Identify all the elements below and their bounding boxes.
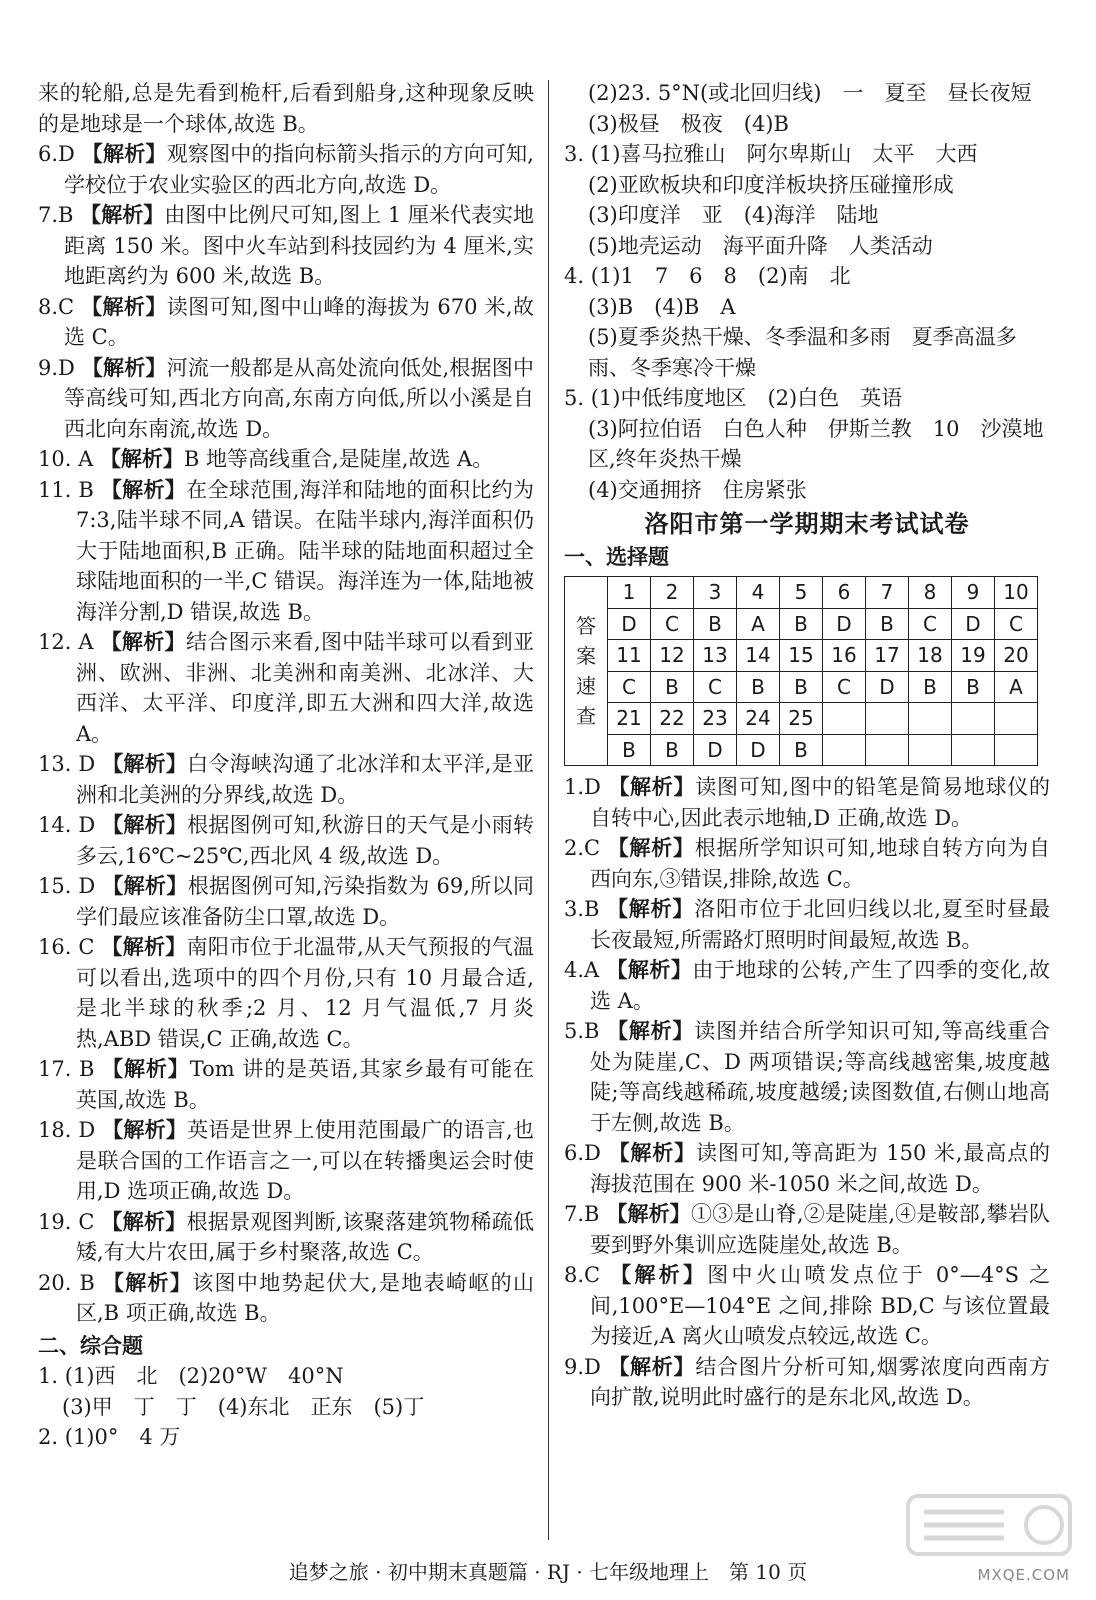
explanation-item (564, 1199, 1050, 1260)
question-number: 8.C (38, 294, 82, 319)
question-number: 7.B (564, 1202, 607, 1226)
explanation-item (38, 475, 534, 628)
explanation-item (564, 1352, 1050, 1413)
explanation-item (38, 1207, 534, 1268)
table-row (565, 640, 1038, 672)
answer-line: (2)23. 5°N(或北回归线) 一 夏至 昼长夜短 (588, 81, 1032, 105)
table-cell: 23 (694, 703, 737, 735)
table-row (565, 671, 1038, 703)
table-cell: 8 (909, 577, 952, 609)
table-cell: B (651, 734, 694, 766)
explanation-text: 根据图例可知,秋游日的天气是小雨转多云,16℃~25℃,西北风 4 级,故选 D。 (76, 813, 534, 868)
analysis-tag: 【解析】 (99, 446, 184, 471)
watermark-text: MXQE.COM (977, 1566, 1070, 1584)
table-cell: B (780, 608, 823, 640)
table-cell: 13 (694, 640, 737, 672)
table-cell: B (608, 734, 651, 766)
table-cell: 14 (737, 640, 780, 672)
explanation-item (38, 932, 534, 1054)
explanation-text: 读图可知,等高距为 150 米,最高点的海拔范围在 900 米-1050 米之间,故选 D。 (590, 1141, 1050, 1196)
explanation-text: 河流一般都是从高处流向低处,根据图中等高线可知,西北方向高,东南方向低,所以小溪是自西北向东南流,故选 D。 (64, 355, 534, 441)
answer-line: (3)极昼 极夜 (4)B (588, 111, 789, 136)
table-cell: C (909, 608, 952, 640)
question-number: 7.B (38, 203, 81, 227)
explanation-text: ①③是山脊,②是陡崖,④是鞍部,攀岩队要到野外集训应选陡崖处,故选 B。 (590, 1202, 1050, 1257)
explanation-item (38, 78, 534, 139)
explanation-item (38, 871, 534, 932)
analysis-tag: 【解析】 (608, 1140, 696, 1165)
analysis-tag: 【解析】 (610, 1262, 708, 1287)
analysis-tag: 【解析】 (101, 1208, 187, 1234)
explanation-text: 由图中比例尺可知,图上 1 厘米代表实地距离 150 米。图中火车站到科技园约为 4 厘米,实地距离约为 600 米,故选 B。 (64, 203, 535, 288)
explanation-item (38, 749, 534, 810)
table-cell: 12 (651, 640, 694, 672)
answer-line: (3)B (4)B A (588, 294, 736, 319)
answer-line: (2)亚欧板块和印度洋板块挤压碰撞形成 (588, 172, 954, 197)
question-number: 14. D (38, 813, 103, 837)
table-cell: 24 (737, 703, 780, 735)
table-cell: D (823, 608, 866, 640)
row-header-char: 查 (576, 704, 596, 728)
explanation-text: 由于地球的公转,产生了四季的变化,故选 A。 (590, 958, 1050, 1013)
answer-line: 2. (1)0° 4 万 (38, 1425, 181, 1449)
question-number: 15. D (38, 874, 103, 898)
answer-line: (3)甲 丁 丁 (4)东北 正东 (5)丁 (62, 1394, 425, 1419)
table-cell: B (866, 608, 909, 640)
table-row (565, 703, 1038, 735)
row-header-char: 速 (576, 674, 596, 698)
table-cell: A (995, 671, 1038, 703)
explanation-text: 洛阳市位于北回归线以北,夏至时昼最长夜最短,所需路灯照明时间最短,故选 B。 (590, 897, 1050, 952)
exam-title: 洛阳市第一学期期末考试试卷 (644, 509, 970, 538)
table-cell: 2 (651, 577, 694, 609)
table-cell: 16 (823, 640, 866, 672)
explanation-text: 读图可知,图中的铅笔是简易地球仪的自转中心,因此表示地轴,D 正确,故选 D。 (590, 775, 1050, 830)
explanation-item (38, 200, 534, 292)
answer-line: (3)阿拉伯语 白色人种 伊斯兰教 10 沙漠地区,终年炎热干燥 (588, 416, 1044, 471)
question-number: 4.A (564, 958, 607, 982)
table-cell: C (995, 608, 1038, 640)
analysis-tag: 【解析】 (608, 774, 696, 799)
explanation-item (564, 1138, 1050, 1199)
answer-line: 1. (1)西 北 (2)20°W 40°N (38, 1364, 344, 1388)
table-cell: B (909, 671, 952, 703)
analysis-tag: 【解析】 (102, 1056, 190, 1081)
explanation-text: Tom 讲的是英语,其家乡最有可能在英国,故选 B。 (76, 1057, 534, 1112)
question-number: 9.D (564, 1354, 609, 1379)
explanation-item (38, 292, 534, 353)
table-cell: D (694, 734, 737, 766)
analysis-tag: 【解析】 (606, 896, 695, 921)
right-column (564, 78, 1050, 1413)
table-cell: 19 (952, 640, 995, 672)
answer-line: (5)夏季炎热干燥、冬季温和多雨 夏季高温多雨、冬季寒冷干燥 (588, 325, 1017, 380)
table-cell: 6 (823, 577, 866, 609)
analysis-tag: 【解析】 (100, 476, 187, 502)
table-row (565, 734, 1038, 766)
explanation-item (564, 955, 1050, 1016)
analysis-tag: 【解析】 (606, 1018, 695, 1043)
explanation-text: 结合图示来看,图中陆半球可以看到亚洲、欧洲、非洲、北美洲和南美洲、北冰洋、大西洋、太平洋、印度洋,即五大洲和四大洋,故选 A。 (76, 630, 534, 746)
explanation-item (38, 810, 534, 871)
question-number: 9.D (38, 355, 82, 380)
table-cell: C (694, 671, 737, 703)
analysis-tag: 【解析】 (608, 1353, 696, 1379)
row-header-char: 答 (576, 614, 596, 638)
question-number: 12. A (38, 630, 101, 654)
question-number: 17. B (38, 1057, 103, 1081)
table-cell: D (737, 734, 780, 766)
analysis-tag: 【解析】 (607, 835, 695, 860)
table-cell: 9 (952, 577, 995, 609)
explanation-text: 根据景观图判断,该聚落建筑物稀疏低矮,有大片农田,属于乡村聚落,故选 C。 (76, 1209, 534, 1264)
table-cell: 5 (780, 577, 823, 609)
table-cell: A (737, 608, 780, 640)
table-cell: 1 (608, 577, 651, 609)
table-cell: 11 (608, 640, 651, 672)
explanation-text: 在全球范围,海洋和陆地的面积比约为 7:3,陆半球不同,A 错误。在陆半球内,海洋面积仍大于陆地面积,B 正确。陆半球的陆地面积超过全球陆地面积的一半,C 错误。海洋连为一体,陆地被海洋分割,D 错误,故选 B。 (76, 477, 534, 624)
table-cell: B (651, 671, 694, 703)
explanation-text: 来的轮船,总是先看到桅杆,后看到船身,这种现象反映的是地球是一个球体,故选 B。 (38, 81, 534, 136)
question-number: 11. B (38, 477, 101, 502)
table-cell: B (737, 671, 780, 703)
question-number: 8.C (564, 1263, 611, 1287)
explanation-item (564, 894, 1050, 955)
question-number: 20. B (38, 1270, 103, 1295)
row-header-char: 案 (576, 644, 596, 668)
answer-quick-table (564, 576, 1038, 766)
analysis-tag: 【解析】 (606, 957, 693, 982)
explanation-item (564, 833, 1050, 894)
explanation-text: 该图中地势起伏大,是地表崎岖的山区,B 项正确,故选 B。 (76, 1270, 534, 1325)
question-number: 2.C (564, 836, 608, 860)
table-cell (909, 703, 952, 735)
analysis-tag: 【解析】 (102, 1269, 193, 1295)
column-divider (548, 80, 549, 1540)
table-row-header (565, 577, 608, 766)
explanation-item (564, 1016, 1050, 1138)
table-row (565, 608, 1038, 640)
page-footer: 追梦之旅 · 初中期末真题篇 · RJ · 七年级地理上 第 10 页 (288, 1560, 808, 1584)
explanation-item (38, 1054, 534, 1115)
explanation-text: 英语是世界上使用范围最广的语言,也是联合国的工作语言之一,可以在转播奥运会时使用,D 选项正确,故选 D。 (76, 1118, 534, 1203)
table-cell (823, 703, 866, 735)
analysis-tag: 【解析】 (606, 1201, 691, 1226)
table-cell: 10 (995, 577, 1038, 609)
analysis-tag: 【解析】 (102, 812, 188, 837)
question-number: 5.B (564, 1019, 607, 1043)
analysis-tag: 【解析】 (81, 293, 167, 319)
question-number: 6.D (564, 1141, 609, 1165)
table-cell: B (780, 734, 823, 766)
answer-line: (3)印度洋 亚 (4)海洋 陆地 (588, 203, 879, 227)
question-number: 1.D (564, 775, 609, 799)
explanation-item (38, 1268, 534, 1329)
table-cell: B (780, 671, 823, 703)
table-cell: B (952, 671, 995, 703)
question-number: 6.D (38, 142, 82, 166)
table-cell: B (694, 608, 737, 640)
explanation-item (564, 1260, 1050, 1352)
analysis-tag: 【解析】 (102, 751, 188, 776)
explanation-item (564, 772, 1050, 833)
question-number: 3.B (564, 897, 607, 921)
table-cell (952, 703, 995, 735)
explanation-item (38, 444, 534, 475)
table-cell: D (608, 608, 651, 640)
table-cell: 7 (866, 577, 909, 609)
answer-line: 5. (1)中低纬度地区 (2)白色 英语 (564, 386, 903, 410)
table-cell (866, 734, 909, 766)
analysis-tag: 【解析】 (100, 629, 186, 654)
table-cell: C (651, 608, 694, 640)
analysis-tag: 【解析】 (102, 873, 188, 898)
left-column (38, 78, 534, 1453)
explanation-item (38, 1115, 534, 1207)
answer-line: (5)地壳运动 海平面升降 人类活动 (588, 233, 933, 258)
table-cell: 3 (694, 577, 737, 609)
explanation-text: 读图并结合所学知识可知,等高线重合处为陡崖,C、D 两项错误;等高线越密集,坡度越陡;等高线越稀疏,坡度越缓;读图数值,右侧山地高于左侧,故选 B。 (590, 1019, 1050, 1135)
answer-line: (4)交通拥挤 住房紧张 (588, 477, 807, 502)
table-cell (909, 734, 952, 766)
analysis-tag: 【解析】 (102, 1117, 188, 1142)
question-number: 16. C (38, 935, 102, 959)
table-cell: 4 (737, 577, 780, 609)
table-cell (866, 703, 909, 735)
explanation-text: 根据所学知识可知,地球自转方向为自西向东,③错误,排除,故选 C。 (590, 836, 1051, 891)
explanation-item (38, 627, 534, 749)
explanation-text: 图中火山喷发点位于 0°—4°S 之间,100°E—104°E 之间,排除 BD,C 与该位置最为接近,A 离火山喷发点较远,故选 C。 (590, 1263, 1050, 1348)
question-number: 10. A (38, 447, 100, 471)
section-title: 一、选择题 (564, 543, 669, 569)
table-cell: D (952, 608, 995, 640)
table-cell (823, 734, 866, 766)
explanation-text: 读图可知,图中山峰的海拔为 670 米,故选 C。 (64, 294, 534, 349)
table-cell (995, 703, 1038, 735)
table-cell: C (823, 671, 866, 703)
explanation-item (38, 353, 534, 445)
answer-line: 3. (1)喜马拉雅山 阿尔卑斯山 太平 大西 (564, 142, 978, 166)
explanation-text: 南阳市位于北温带,从天气预报的气温可以看出,选项中的四个月份,只有 10 月最合适,是北半球的秋季;2 月、12 月气温低,7 月炎热,ABD 错误,C 正确,故选 C。 (76, 935, 534, 1051)
section-title: 二、综合题 (38, 1332, 143, 1358)
explanation-text: 白令海峡沟通了北冰洋和太平洋,是亚洲和北美洲的分界线,故选 D。 (76, 752, 534, 807)
analysis-tag: 【解析】 (81, 141, 167, 166)
table-cell: 22 (651, 703, 694, 735)
explanation-text: 结合图片分析可知,烟雾浓度向西南方向扩散,说明此时盛行的是东北风,故选 D。 (590, 1354, 1050, 1409)
question-number: 13. D (38, 752, 103, 776)
analysis-tag: 【解析】 (101, 934, 187, 959)
table-cell: 18 (909, 640, 952, 672)
table-cell: D (866, 671, 909, 703)
question-number: 19. C (38, 1209, 102, 1234)
table-cell: C (608, 671, 651, 703)
table-cell: 15 (780, 640, 823, 672)
table-cell: 25 (780, 703, 823, 735)
explanation-text: 观察图中的指向标箭头指示的方向可知,学校位于农业实验区的西北方向,故选 D。 (64, 142, 534, 197)
table-cell: 21 (608, 703, 651, 735)
analysis-tag: 【解析】 (81, 354, 167, 380)
question-number: 18. D (38, 1118, 103, 1142)
explanation-text: 根据图例可知,污染指数为 69,所以同学们最应该准备防尘口罩,故选 D。 (76, 874, 535, 929)
explanation-text: B 地等高线重合,是陡崖,故选 A。 (183, 447, 494, 471)
answer-line: 4. (1)1 7 6 8 (2)南 北 (564, 264, 851, 288)
table-cell: 20 (995, 640, 1038, 672)
table-cell (952, 734, 995, 766)
analysis-tag: 【解析】 (80, 202, 165, 227)
explanation-item (38, 139, 534, 200)
table-row (565, 577, 1038, 609)
table-cell: 17 (866, 640, 909, 672)
table-cell (995, 734, 1038, 766)
